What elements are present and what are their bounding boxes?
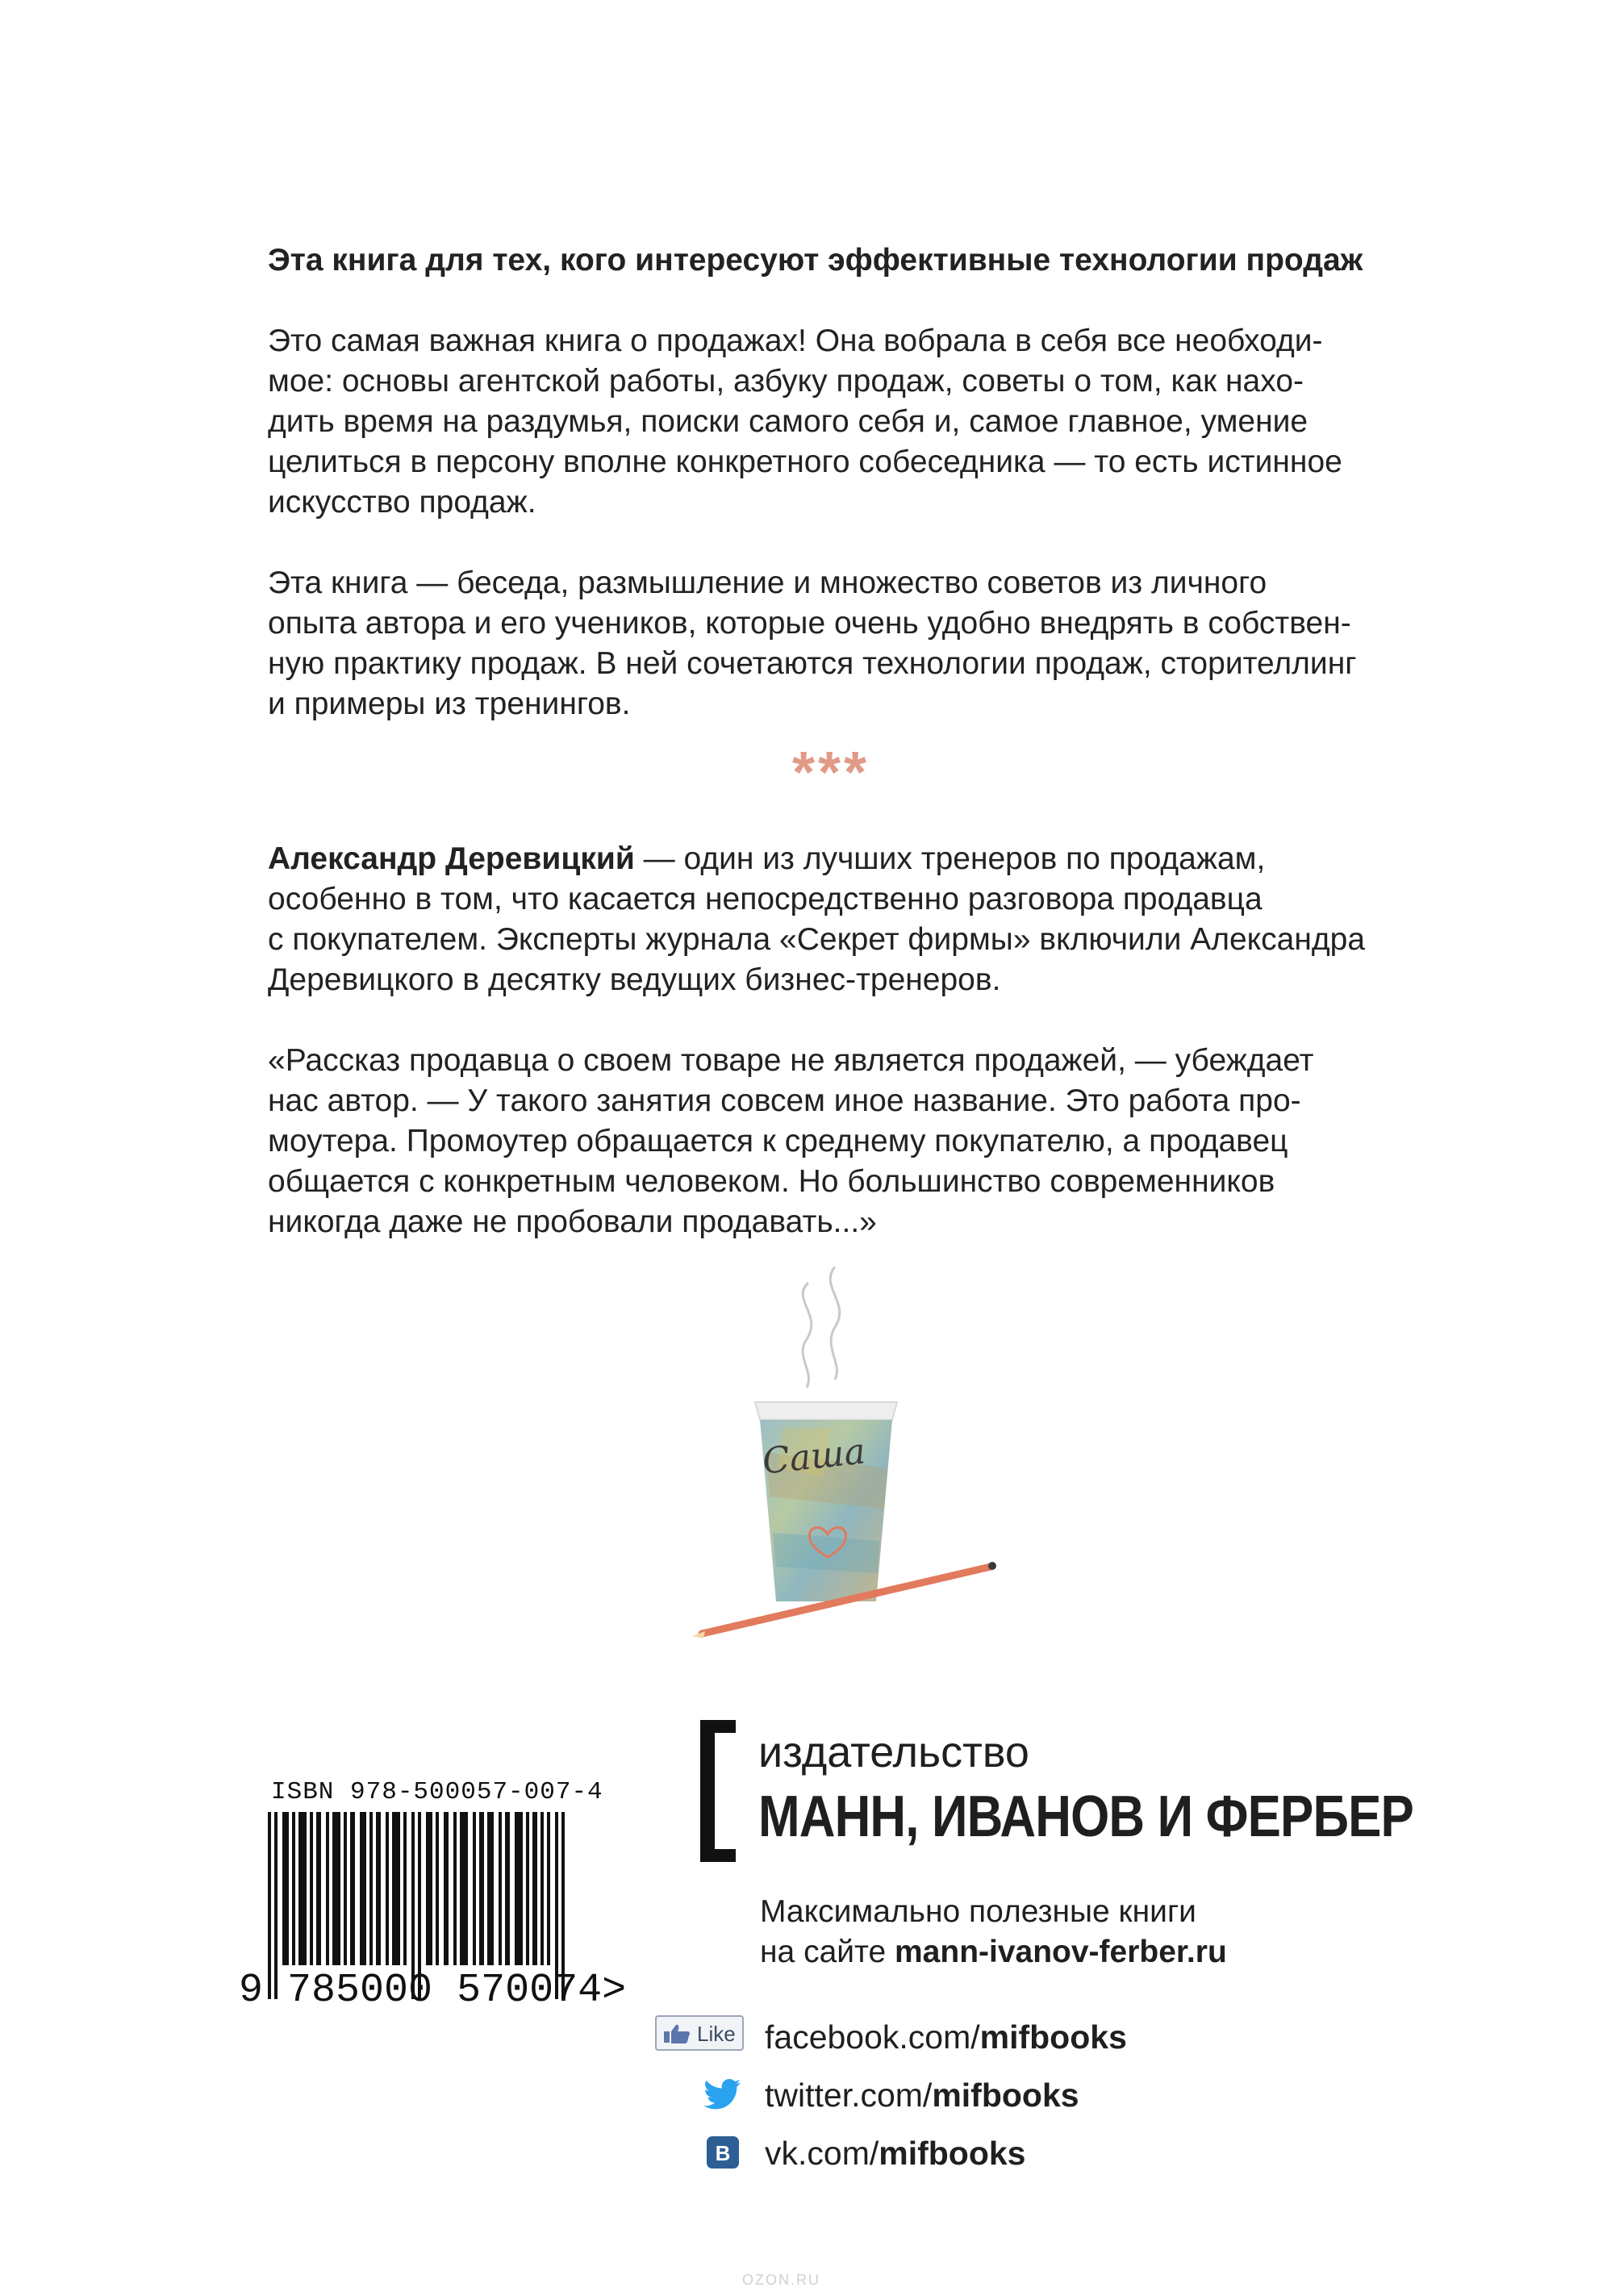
social-twitter[interactable] <box>645 2072 1371 2120</box>
watermark: OZON.RU <box>742 2272 820 2288</box>
text-line: опыта автора и его учеников, которые очень удобно внедрять в собствен- <box>268 606 1351 641</box>
vk-prefix: vk.com/ <box>765 2135 879 2172</box>
text-line: нас автор. — У такого занятия совсем иное название. Это работа про- <box>268 1083 1301 1118</box>
vk-handle: mifbooks <box>879 2135 1026 2172</box>
publisher-tagline: Максимально полезные книги <box>760 1894 1196 1929</box>
text-line: мое: основы агентской работы, азбуку продаж, советы о том, как нахо- <box>268 364 1304 399</box>
publisher-site-line <box>760 1933 1227 1972</box>
like-label: Like <box>697 2022 736 2046</box>
vk-icon <box>707 2136 739 2169</box>
thumbs-up-icon <box>663 2023 692 2044</box>
cup-text: Саша <box>760 1430 868 1483</box>
text-line: «Рассказ продавца о своем товаре не является продажей, — убеждает <box>268 1043 1314 1078</box>
twitter-bird-icon <box>703 2078 741 2110</box>
isbn-label: ISBN 978-500057-007-4 <box>271 1778 603 1806</box>
text-line: и примеры из тренингов. <box>268 687 631 721</box>
author-line1: — один из лучших тренеров по продажам, <box>634 841 1266 876</box>
quote-paragraph <box>268 1041 1413 1242</box>
text-line <box>268 839 1413 879</box>
author-name: Александр Деревицкий <box>268 841 635 876</box>
text-line: ную практику продаж. В ней сочетаются технологии продаж, сторителлинг <box>268 646 1357 681</box>
facebook-link[interactable] <box>765 2017 1127 2057</box>
vk-link[interactable] <box>765 2133 1026 2173</box>
publisher-label: издательство <box>758 1728 1029 1776</box>
text-line: особенно в том, что касается непосредственно разговора продавца <box>268 882 1263 916</box>
social-vk[interactable] <box>645 2130 1371 2178</box>
text-line: общается с конкретным человеком. Но большинство современников <box>268 1164 1275 1199</box>
barcode-digit-group2: 570074 <box>457 1968 603 2014</box>
text-line: никогда даже не пробовали продавать...» <box>268 1204 877 1239</box>
like-button[interactable] <box>655 2015 744 2051</box>
text-line: Деревицкого в десятку ведущих бизнес-тренеров. <box>268 962 1001 997</box>
separator-stars: *** <box>791 741 870 805</box>
site-prefix: на сайте <box>760 1935 895 1969</box>
intro-paragraph-2 <box>268 563 1413 724</box>
text-line: целиться в персону вполне конкретного собеседника — то есть истинное <box>268 445 1342 479</box>
svg-text:В: В <box>715 2141 731 2165</box>
barcode-digits <box>239 1968 626 2014</box>
text-line: Это самая важная книга о продажах! Она вобрала в себя все необходи- <box>268 324 1323 358</box>
author-paragraph <box>268 839 1413 1000</box>
social-facebook[interactable] <box>645 2014 1371 2062</box>
text-line: искусство продаж. <box>268 485 536 520</box>
twitter-link[interactable] <box>765 2075 1079 2115</box>
text-line: с покупателем. Эксперты журнала «Секрет фирмы» включили Александра <box>268 922 1366 957</box>
facebook-prefix: facebook.com/ <box>765 2018 980 2056</box>
steam-icon <box>803 1283 812 1388</box>
barcode-digit-group1: 785000 <box>287 1968 433 2014</box>
publisher-name: МАНН, ИВАНОВ И ФЕРБЕР <box>758 1785 1414 1849</box>
intro-heading: Эта книга для тех, кого интересуют эффективные технологии продаж <box>268 243 1363 278</box>
twitter-handle: mifbooks <box>932 2077 1079 2114</box>
text-line: Эта книга — беседа, размышление и множество советов из личного <box>268 566 1267 600</box>
intro-paragraph-1 <box>268 321 1413 523</box>
twitter-prefix: twitter.com/ <box>765 2077 933 2114</box>
bracket-logo-icon <box>700 1720 736 1862</box>
barcode-digit-first: 9 <box>239 1968 264 2014</box>
facebook-handle: mifbooks <box>979 2018 1127 2056</box>
text-line: дить время на раздумья, поиски самого себя и, самое главное, умение <box>268 404 1308 439</box>
barcode-digit-end: > <box>602 1968 627 2014</box>
text-line: моутера. Промоутер обращается к среднему покупателю, а продавец <box>268 1124 1288 1158</box>
publisher-site-link[interactable]: mann-ivanov-ferber.ru <box>895 1935 1227 1969</box>
